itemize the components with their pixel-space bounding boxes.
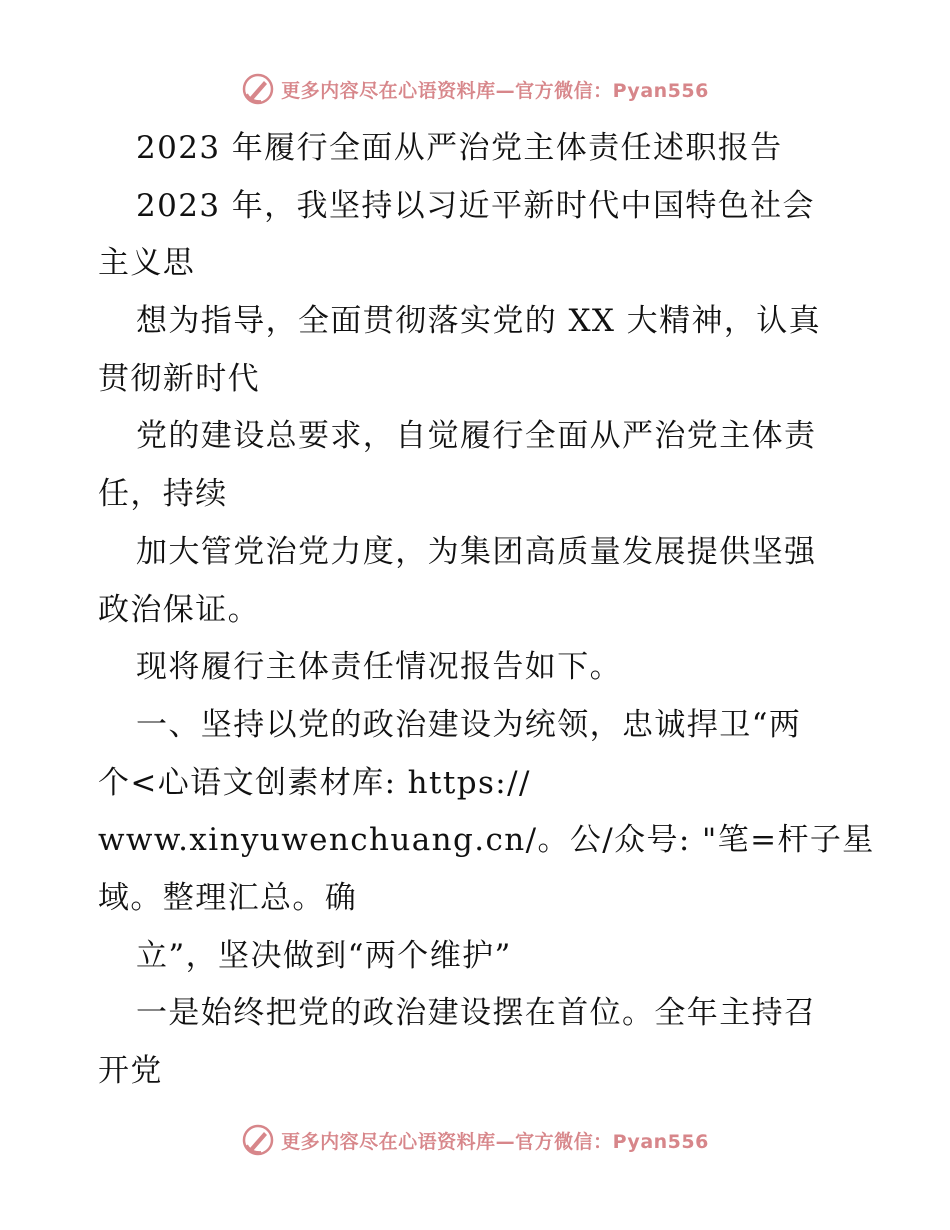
doc-line: 想为指导，全面贯彻落实党的 XX 大精神，认真: [136, 303, 822, 340]
doc-line: 政治保证。: [98, 591, 260, 628]
doc-line: 域。整理汇总。确: [98, 879, 358, 916]
doc-line: 个<心语文创素材库: https://: [98, 764, 531, 801]
doc-line: 加大管党治党力度，为集团高质量发展提供坚强: [136, 533, 817, 570]
doc-line: 任，持续: [98, 476, 228, 513]
doc-line: 贯彻新时代: [98, 360, 260, 397]
doc-line: 2023 年，我坚持以习近平新时代中国特色社会: [136, 187, 815, 224]
pen-logo-icon: [241, 72, 275, 106]
doc-line: www.xinyuwenchuang.cn/。公/众号: "笔=杆子星: [98, 822, 875, 859]
doc-line: 一是始终把党的政治建设摆在首位。全年主持召: [136, 995, 817, 1032]
header-watermark: [0, 72, 950, 106]
doc-line: 一、坚持以党的政治建设为统领，忠诚捍卫“两: [136, 706, 802, 743]
doc-line: 现将履行主体责任情况报告如下。: [136, 649, 622, 686]
watermark-text: 更多内容尽在心语资料库—官方微信：Pyan556: [281, 1130, 709, 1153]
pen-logo-icon: [241, 1123, 275, 1157]
doc-line: 主义思: [98, 245, 196, 282]
watermark-text: 更多内容尽在心语资料库—官方微信：Pyan556: [281, 79, 709, 102]
doc-line: 党的建设总要求，自觉履行全面从严治党主体责: [136, 418, 817, 455]
doc-line: 2023 年履行全面从严治党主体责任述职报告: [136, 130, 783, 166]
footer-watermark: [0, 1123, 950, 1157]
doc-line: 开党: [98, 1053, 163, 1089]
doc-line: 立”，坚决做到“两个维护”: [136, 937, 512, 974]
document-body: [98, 120, 875, 1101]
